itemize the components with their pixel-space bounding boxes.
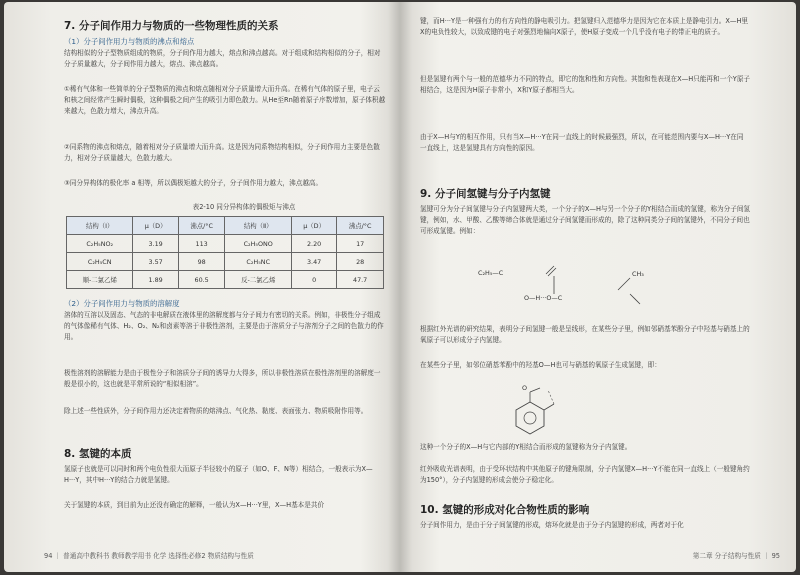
table-cell: C₂H₅ONO xyxy=(225,235,291,253)
table-cell: 3.47 xyxy=(291,253,336,271)
table-header: μ（D） xyxy=(133,217,178,235)
paragraph-r9: 分子间作用力，是由于分子间氢键的形成，熔环化就是由于分子内氢键的形成，两者对于化 xyxy=(420,521,684,529)
table-row xyxy=(67,253,384,271)
table-row xyxy=(67,271,384,289)
table-cell: 3.19 xyxy=(133,235,178,253)
paragraph-l7: 除上述一些性质外，分子间作用力还决定着物质的熔沸点、气化热、黏度、表面张力、物质吸附作用等。 xyxy=(64,407,368,415)
paragraph-r5: 根据红外光谱的研究结果，表明分子间氢键一般是呈线形，在某些分子里，例如邻硝基苯酚分子中羟基与硝基上的氧原子可以形成分子内氢键。 xyxy=(420,325,750,345)
table-cell: 17 xyxy=(337,235,384,253)
table-cell: 28 xyxy=(337,253,384,271)
section-9-title: 9. 分子间氢键与分子内氢键 xyxy=(420,188,551,200)
section-7-subtitle-1: （1）分子间作用力与物质的沸点和熔点 xyxy=(64,37,195,46)
table-cell: C₂H₅CN xyxy=(67,253,133,271)
section-8-title: 8. 氢键的本质 xyxy=(64,448,132,460)
paragraph-r4: 氢键可分为分子间氢键与分子内氢键两大类，一个分子的X—H与另一个分子的Y相结合而成的氢键，称为分子间氢键，例如，水、甲酸、乙酸等缔合体就是通过分子间氢键而形成的，除了这种同类分子间的氢键外，不同分子间也可形成氢键。例如： xyxy=(420,205,750,236)
paragraph-r6: 在某些分子里，如邻位硝基苯酚中的羟基O—H也可与硝基的氧原子生成氢键，即： xyxy=(420,361,661,369)
table-cell: 1.89 xyxy=(133,271,178,289)
chem-oxygen-label: O xyxy=(522,384,528,392)
table-cell: 2.20 xyxy=(291,235,336,253)
section-7-subtitle-2: （2）分子间作用力与物质的溶解度 xyxy=(64,299,180,308)
paragraph-l1: 结构相似的分子型物质组成的物质，分子间作用力越大，熔点和沸点越高。对于组成和结构相似的分子，相对分子质量越大，分子间作用力越大，熔点、沸点越高。 xyxy=(64,49,381,69)
table-row xyxy=(67,235,384,253)
paragraph-r2: 但是氢键有两个与一般的范德华力不同的特点，即它的饱和性和方向性。其饱和性表现在X—H只能再和一个Y原子相结合，这是因为H原子非常小，X和Y原子都相当大。 xyxy=(420,75,750,95)
intramolecular-hbond-diagram xyxy=(500,382,580,438)
table-cell: 顺-二氯乙烯 xyxy=(67,271,133,289)
section-7-title: 7. 分子间作用力与物质的一些物理性质的关系 xyxy=(64,20,279,32)
table-header-row xyxy=(67,217,384,235)
table-header: μ（D） xyxy=(291,217,336,235)
right-footer: 第二章 分子结构与性质 ｜ 95 xyxy=(692,552,780,560)
table-header: 沸点/°C xyxy=(178,217,225,235)
paragraph-l3: ②同系物的沸点和熔点，随着相对分子质量增大而升高。这是因为同系物结构相似，分子间作用力主要是色散力，相对分子质量越大，色散力越大。 xyxy=(64,143,380,163)
table-header: 沸点/°C xyxy=(337,217,384,235)
table-cell: C₂H₅NO₂ xyxy=(67,235,133,253)
table-cell: 0 xyxy=(291,271,336,289)
book-spread xyxy=(4,2,796,572)
chem-right-group: CH₃ xyxy=(632,270,644,278)
table-cell: 反-二氯乙烯 xyxy=(225,271,291,289)
paragraph-l2: ①稀有气体和一些简单的分子型物质的沸点和熔点随相对分子质量增大而升高。在稀有气体的原子里，电子云和核之间经常产生瞬时偶极，这种偶极之间产生的吸引力即色散力。从He至Rn随着原子序数增加，原子体积越来越大，色散力增大，沸点升高。 xyxy=(64,85,386,116)
paragraph-r1: 键，而H···Y是一种强有力的有方向性的静电吸引力。把氢键归入范德华力是因为它在本质上是静电引力。X—H里X的电负性较大，以致成键的电子对强烈地偏向X原子，使H原子变成一个几乎没有电子的带正电的质子。 xyxy=(420,17,749,37)
table-cell: 113 xyxy=(178,235,225,253)
left-page xyxy=(4,2,400,572)
table-cell: 47.7 xyxy=(337,271,384,289)
chem-left-group: C₂H₅—C xyxy=(478,269,504,277)
section-10-title: 10. 氢键的形成对化合物性质的影响 xyxy=(420,504,590,516)
table-header: 结构（Ⅰ） xyxy=(67,217,133,235)
table-cell: 60.5 xyxy=(178,271,225,289)
paragraph-l6: 极性溶剂的溶解能力是由于极性分子和溶质分子间的诱导力大得多，所以非极性溶质在极性溶剂里的溶解度一般是很小的，这也就是平常所说的“相似相溶”。 xyxy=(64,369,381,389)
table-cell: 98 xyxy=(178,253,225,271)
paragraph-l4: ③同分异构体的极化率 a 相等，所以偶极矩越大的分子，分子间作用力越大，沸点越高。 xyxy=(64,179,323,187)
table-cell: 3.57 xyxy=(133,253,178,271)
left-footer: 94 ｜ 普通高中教科书 教师教学用书 化学 选择性必修2 物质结构与性质 xyxy=(44,552,254,560)
paragraph-l5: 溶体的互溶以及固态、气态的非电解质在液体里的溶解度都与分子间力有密切的关系。例如，非极性分子组成的气体像稀有气体、H₂、O₂、N₂和卤素等溶于非极性溶剂，主要是由于溶质分子与溶剂分子之间的色散力的作用。 xyxy=(64,311,384,342)
isomer-table xyxy=(66,216,384,289)
paragraph-l8: 氢原子也就是可以同时和两个电负性很大而原子半径较小的原子（如O、F、N等）相结合，一般表示为X—H···Y，其中H···Y的结合力就是氢键。 xyxy=(64,465,373,485)
table-caption: 表2-10 同分异构体的偶极矩与沸点 xyxy=(192,203,296,211)
paragraph-l9: 关于氢键的本质，到目前为止还没有确定的解释，一般认为X—H···Y里，X—H基本是共价 xyxy=(64,501,325,509)
chem-hbond-link: O—H···O—C xyxy=(524,294,563,302)
right-page xyxy=(400,2,796,572)
paragraph-r7: 这种一个分子的X—H与它内部的Y相结合而形成的氢键称为分子内氢键。 xyxy=(420,443,632,451)
paragraph-r8: 红外吸收光谱表明，由于受环状结构中其他原子的键角限制，分子内氢键X—H···Y不能在同一直线上（一般键角约为150°），分子内氢键的形成会使分子稳定化。 xyxy=(420,465,750,485)
table-cell: C₂H₅NC xyxy=(225,253,291,271)
table-header: 结构（Ⅱ） xyxy=(225,217,291,235)
paragraph-r3: 由于X—H与Y的相互作用，只有当X—H···Y在同一直线上的时候最强烈，所以，在可能范围内要与X—H···Y在同一直线上，这是氢键具有方向性的原因。 xyxy=(420,133,744,153)
